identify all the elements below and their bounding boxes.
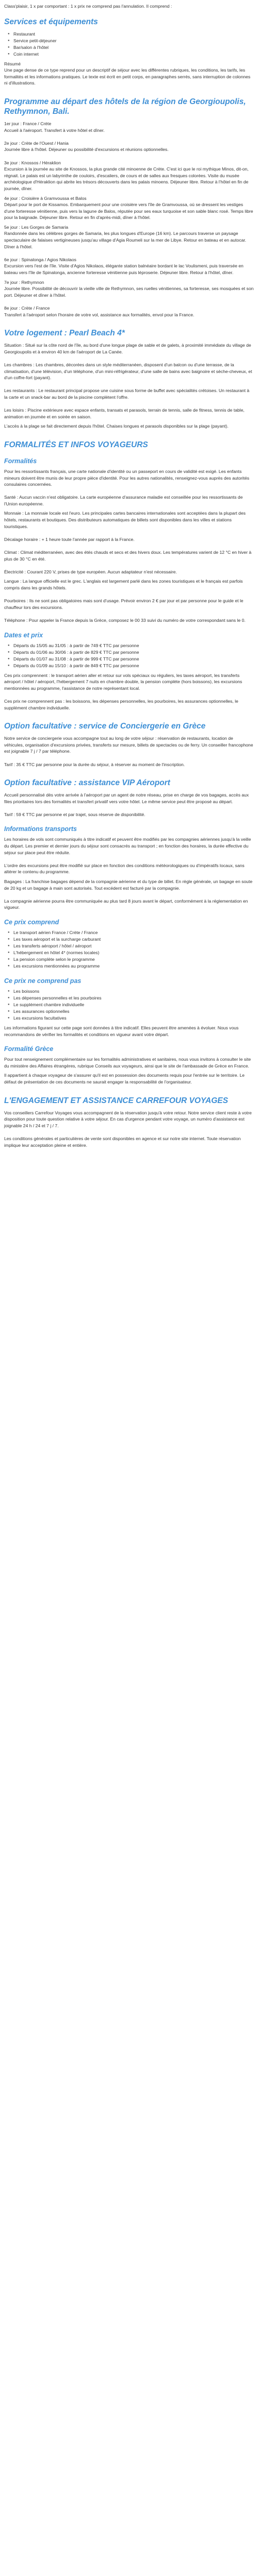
section-heading-option-facultative-assistance-vip-aeropo: Option facultative : assistance VIP Aéroport [4, 778, 170, 788]
bullet-item: ● Les assurances optionnelles [13, 1008, 254, 1015]
bullet-item: ● Les excursions facultatives [13, 1015, 254, 1022]
section-heading-votre-logement-pearl-beach-4: Votre logement : Pearl Beach 4* [4, 329, 125, 338]
body-paragraph: Vos conseillers Carrefour Voyages vous accompagnent de la réservation jusqu'à votre retour. Notre service client reste à votre disposition pour toute question relative à votre séjour. En cas d'urgence pendant votre voyage, un numéro d'assistance est joignable 24 h / 24 et 7 j / 7. Les conditions générales et particulières de vente sont disponibles en agence et sur notre site internet. Toute réservation implique leur acceptation pleine et entière. [4, 1110, 252, 1148]
section-heading-services-et-equipements: Services et équipements [4, 17, 98, 26]
section-heading-option-facultative-service-de-concierger: Option facultative : service de Conciergerie en Grèce [4, 722, 206, 731]
body-paragraph: Résumé Une page dense de ce type reprend pour un descriptif de séjour avec les différentes rubriques, les conditions, les tarifs, les formalités et les informations pratiques. Le texte est écrit en petit corps, en paragraphes serrés, sans interruption de colonnes ni d'illustrations. [4, 61, 251, 86]
section-heading-l-engagement-et-assistance-carrefour-voy: L'ENGAGEMENT ET ASSISTANCE CARREFOUR VOYAGES [4, 1096, 228, 1105]
bullet-item: ● Les dépenses personnelles et les pourboires [13, 995, 254, 1002]
bullet-list [4, 988, 254, 1022]
bullet-item: ● Départs du 01/07 au 31/08 : à partir de 999 € TTC par personne [13, 656, 254, 663]
section-heading-formalites-et-infos-voyageurs: FORMALITÉS ET INFOS VOYAGEURS [4, 440, 148, 449]
bullet-item: ● La pension complète selon le programme [13, 956, 254, 963]
section-heading-programme-au-depart-des-hotels-de-la-reg: Programme au départ des hôtels de la région de Georgioupolis, Rethymnon, Bali. [4, 97, 246, 116]
bullet-item: ● Départs du 15/05 au 31/05 : à partir de 749 € TTC par personne [13, 642, 254, 649]
bullet-item: ● Départs du 01/06 au 30/06 : à partir de 829 € TTC par personne [13, 649, 254, 656]
body-paragraph: 5e jour : Les Gorges de Samaria Randonnée dans les célèbres gorges de Samaria, les plus longues d'Europe (16 km). Le parcours traverse un paysage spectaculaire de falaises vertigineuses jusqu'au village d'Agia Roumeli sur la mer de Libye. Retour en bateau et en autocar. Dîner à l'hôtel. 6e jour : Spinalonga / Agios Nikolaos Excursion vers l'est de l'île. Visite d'Agios Nikolaos, élégante station balnéaire bordant le lac Voulismeni, puis traversée en bateau vers l'île de Spinalonga, ancienne forteresse vénitienne puis léproserie. Déjeuner libre. Retour à l'hôtel, dîner. [4, 224, 247, 276]
section-heading-ce-prix-ne-comprend-pas: Ce prix ne comprend pas [4, 977, 82, 985]
bullet-item: ● Les transferts aéroport / hôtel / aéroport [13, 943, 254, 950]
body-paragraph: Bagages : La franchise bagages dépend de la compagnie aérienne et du type de billet. En règle générale, un bagage en soute de 20 kg et un bagage à main sont autorisés. Tout excédent est facturé par la compagnie. La compagnie aérienne pourra être communiquée au plus tard 8 jours avant le départ, conformément à la réglementation en vigueur. [4, 879, 253, 910]
section-heading-formalite-grece: Formalité Grèce [4, 1045, 54, 1053]
body-paragraph: Pour tout renseignement complémentaire sur les formalités administratives et sanitaires, nous vous invitons à consulter le site du ministère des Affaires étrangères, rubrique Conseils aux voyageurs, ainsi que le site de l'ambassade de Grèce en France. [4, 1057, 251, 1069]
bullet-item: ● Les boissons [13, 988, 254, 995]
bullet-item: ● Départs du 01/09 au 15/10 : à partir de 849 € TTC par personne [13, 663, 254, 669]
bullet-item: ● Coin internet [13, 51, 254, 58]
body-paragraph: Pour les ressortissants français, une carte nationale d'identité ou un passeport en cours de validité est exigé. Les enfants mineurs doivent être munis de leur propre pièce d'identité. Pour les autres nationalités, renseignez-vous auprès des autorités consulaires concernées. Santé : Aucun vaccin n'est obligatoire. La carte européenne d'assurance maladie est conseillée pour les ressortissants de l'Union européenne. [4, 468, 250, 506]
section-heading-informations-transports: Informations transports [4, 825, 77, 833]
section-heading-dates-et-prix: Dates et prix [4, 631, 43, 639]
body-paragraph: Class'plaisir, 1 x par comportant : 1 x prix ne comprend pas l'annulation. Il comprend : [4, 4, 172, 9]
bullet-item: ● Les taxes aéroport et la surcharge carburant [13, 936, 254, 943]
section-heading-ce-prix-comprend: Ce prix comprend [4, 919, 59, 926]
body-paragraph: Notre service de conciergerie vous accompagne tout au long de votre séjour : réservation de restaurants, location de véhicules, organisation d'excursions privées, transferts sur mesure, billets de spectacles ou de ferry. Un conseiller francophone est joignable 7 j / 7 par téléphone. Tarif : 35 € TTC par personne pour la durée du séjour, à réserver au moment de l'inscription. [4, 736, 253, 767]
body-paragraph: Situation : Situé sur la côte nord de l'île, au bord d'une longue plage de sable et de galets, à proximité immédiate du village de Georgioupolis et à environ 40 km de l'aéroport de La Canée. Les chambres : Les chambres, décorées dans un style méditerranéen, disposent d'un balcon ou d'une terrasse, de la climatisation, d'une télévision, d'un téléphone, d'un mini-réfrigérateur, d'une salle de bains avec baignoire et sèche-cheveux, et d'un coffre-fort (payant). Les restaurants : Le restaurant principal propose une cuisine sous forme de buffet avec spécialités crétoises. Un restaurant à la carte et un snack-bar au bord de la piscine complètent l'offre. Les loisirs : Piscine extérieure avec espace enfants, transats et parasols, terrain de tennis, salle de fitness, tennis de table, animation en journée et en soirée en saison. [4, 343, 252, 419]
bullet-list [4, 31, 254, 58]
bullet-list [4, 642, 254, 669]
section-heading-formalites: Formalités [4, 457, 37, 465]
body-paragraph: Monnaie : La monnaie locale est l'euro. Les principales cartes bancaires internationales sont acceptées dans la plupart des hôtels, restaurants et boutiques. Des distributeurs automatiques de billets sont disponibles dans les villes et stations touristiques. Décalage horaire : + 1 heure toute l'année par rapport à la France. Climat : Climat méditerranéen, avec des étés chauds et secs et des hivers doux. Les températures varient de 12 °C en hiver à plus de 30 °C en été. Électricité : Courant 220 V, prises de type européen. Aucun adaptateur n'est nécessaire. [4, 511, 252, 574]
bullet-item: ● L'hébergement en hôtel 4* (normes locales) [13, 950, 254, 956]
bullet-item: ● Service petit-déjeuner [13, 38, 254, 44]
body-paragraph: Il appartient à chaque voyageur de s'assurer qu'il est en possession des documents requis pour l'entrée sur le territoire. Le défaut de présentation de ces documents ne saurait engager la responsabilité de l'organisateur. [4, 1073, 245, 1084]
document-page [0, 0, 258, 1162]
bullet-item: ● Le transport aérien France / Crète / France [13, 929, 254, 936]
body-paragraph: Accueil personnalisé dès votre arrivée à l'aéroport par un agent de notre réseau, prise en charge de vos bagages, accès aux files prioritaires lors des formalités et transfert privatif vers votre hôtel. Le même service peut être proposé au départ. Tarif : 59 € TTC par personne et par trajet, sous réserve de disponibilité. [4, 792, 249, 817]
bullet-item: ● Restaurant [13, 31, 254, 38]
body-paragraph: 1er jour : France / Crète Accueil à l'aéroport. Transfert à votre hôtel et dîner. 2e jour : Crète de l'Ouest / Hania Journée libre à l'hôtel. Déjeuner ou possibilité d'excursions et réunions optionnelles. 3e jour : Knossos / Héraklion Excursion à la journée au site de Knossos, la plus grande cité minoenne de Crète. C'est ici que le roi mythique Minos, dit-on, régnait. Le palais est un labyrinthe de couloirs, d'escaliers, de cours et de salles aux fresques colorées. Visite du musée archéologique d'Héraklion qui abrite les trésors découverts dans les palais minoens. Déjeuner libre. Retour à l'hôtel en fin de journée, dîner. [4, 121, 249, 191]
body-paragraph: Ces prix comprennent : le transport aérien aller et retour sur vols spéciaux ou réguliers, les taxes aéroport, les transferts aéroport / hôtel / aéroport, l'hébergement 7 nuits en chambre double, la pension complète (hors boissons), les excursions mentionnées au programme, l'assistance de notre représentant local. Ces prix ne comprennent pas : les boissons, les dépenses personnelles, les pourboires, les assurances optionnelles, le supplément chambre individuelle. [4, 672, 243, 710]
body-paragraph: 7e jour : Rethymnon Journée libre. Possibilité de découvrir la vieille ville de Rethymnon, ses ruelles vénitiennes, sa forteresse, ses mosquées et son port. Déjeuner et dîner à l'hôtel. 8e jour : Crète / France Transfert à l'aéroport selon l'horaire de votre vol, assistance aux formalités, envol pour la France. [4, 279, 254, 317]
bullet-list [4, 929, 254, 970]
body-paragraph: Langue : La langue officielle est le grec. L'anglais est largement parlé dans les zones touristiques et le français est parfois compris dans les grands hôtels. Pourboires : Ils ne sont pas obligatoires mais sont d'usage. Prévoir environ 2 € par jour et par personne pour le guide et le chauffeur lors des excursions. Téléphone : Pour appeler la France depuis la Grèce, composez le 00 33 suivi du numéro de votre correspondant sans le 0. [4, 579, 246, 623]
bullet-item: ● Le supplément chambre individuelle [13, 1002, 254, 1008]
body-paragraph: Les informations figurant sur cette page sont données à titre indicatif. Elles peuvent être amenées à évoluer. Nous vous recommandons de vérifier les formalités et conditions en vigueur avant votre départ. [4, 1025, 239, 1037]
body-paragraph: L'accès à la plage se fait directement depuis l'hôtel. Chaises longues et parasols disponibles sur la plage (payant). [4, 423, 229, 429]
bullet-item: ● Bar/salon à l'hôtel [13, 44, 254, 51]
body-paragraph: 4e jour : Croisière à Gramvoussa et Balos Départ pour le port de Kissamos. Embarquement pour une croisière vers l'île de Gramvoussa, où se dressent les vestiges d'une forteresse vénitienne, puis vers la lagune de Balos, réputée pour ses eaux turquoise et son sable blanc rosé. Temps libre pour la baignade. Déjeuner libre. Retour en fin d'après-midi, dîner à l'hôtel. [4, 195, 253, 221]
bullet-item: ● Les excursions mentionnées au programme [13, 963, 254, 970]
body-paragraph: Les horaires de vols sont communiqués à titre indicatif et peuvent être modifiés par les compagnies aériennes jusqu'à la veille du départ. Les premier et dernier jours du séjour sont consacrés au transport ; en fonction des horaires, la durée effective du séjour sur place peut être réduite. L'ordre des excursions peut être modifié sur place en fonction des conditions météorologiques ou d'impératifs locaux, sans altérer le contenu du programme. [4, 837, 251, 875]
